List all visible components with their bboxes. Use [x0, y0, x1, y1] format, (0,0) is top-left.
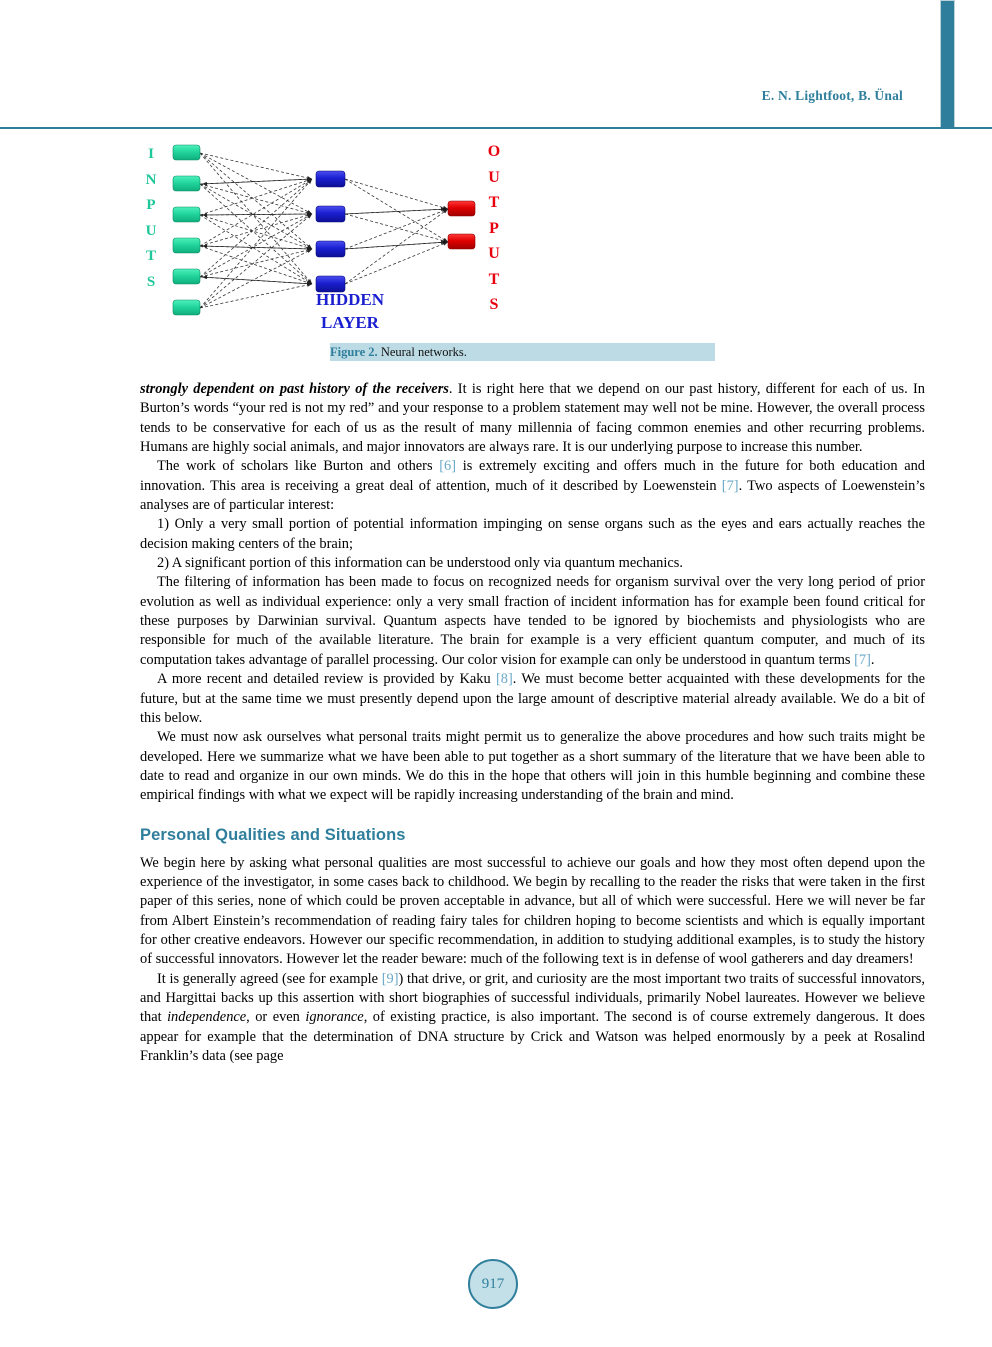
- figure-caption-text: Neural networks.: [377, 345, 467, 359]
- paragraph-1-lead: strongly dependent on past history of the receivers: [140, 381, 449, 397]
- figure-caption-label: Figure 2.: [330, 345, 378, 359]
- paragraph-3-a: The filtering of information has been made to focus on recognized needs for organism survival over the very long period of prior evolution as well as individual experience: only a very small fraction of incident information has for example been found critical for these purposes by Darwinian survival. Quantum aspects have tended to be ignored by biochemists and physiologists who are responsible for much of the available literature. The brain for example is a very efficient quantum computer, and much of its computation takes advantage of parallel processing. Our color vision for example can only be understood in quantum terms: [140, 574, 925, 668]
- section-heading-personal-qualities: Personal Qualities and Situations: [140, 825, 406, 844]
- hidden-layer-line1: HIDDEN: [315, 290, 384, 309]
- paragraph-1-rest: . It is right here that we depend on our past history, different for each of us. In Burton’s words “your red is not my red” and your response to a problem statement may well not be mine. However, the overall process tends to be conservative for each of us as the result of many millennia of facing common enemies and other recurring problems. Humans are highly social animals, and major innovators are always rare. It is our underlying purpose to increase this number.: [140, 381, 925, 456]
- outputs-label: O U T P U T S: [482, 139, 506, 318]
- emphasis-ignorance: ignorance: [305, 1009, 364, 1026]
- figure-2: [140, 136, 855, 341]
- emphasis-independence: independence: [167, 1009, 247, 1026]
- figure-caption: [330, 343, 715, 361]
- input-nodes: [173, 145, 200, 315]
- citation-8[interactable]: [8]: [495, 671, 513, 688]
- paragraph-7-c: , or even: [246, 1009, 306, 1026]
- hidden-nodes: [316, 171, 345, 292]
- page-number-badge: 917: [468, 1259, 518, 1309]
- inputs-label-text: I: [148, 146, 154, 162]
- citation-9[interactable]: [9]: [381, 970, 399, 987]
- paragraph-5: We must now ask ourselves what personal traits might permit us to generalize the above procedures and how such traits might be developed. Here we summarize what we have been able to put together as a short summary of the literature that we have been able to date to read and organize in our own minds. We do this in the hope that others will join in this humble beginning and combine these empirical findings with what we expect will be rapidly increasing understanding of the brain and mind.: [140, 729, 925, 804]
- paragraph-4-b: . We must become better acquainted with these developments for the future, but at the same time we must presently depend upon the large amount of descriptive material already available. We do a bit of this below.: [140, 671, 925, 726]
- citation-7b[interactable]: [7]: [854, 651, 871, 668]
- paragraph-6: We begin here by asking what personal qualities are most successful to achieve our goals and how they most often depend upon the experience of the investigator, in some cases back to childhood. We begin by recalling to the reader the risks that were taken in the first paper of this series, none of which could be proven acceptable in advance, but all of which were successful. Here we will never be far from Albert Einstein’s recommendation of reading fairy tales for children hoping to become scientists and which is equally important for other creative endeavors. However our specific recommendation, in addition to studying additional examples, is to study the history of successful innovators. However let the reader beware: much of the following text is in defense of wool gatherers and day dreamers!: [140, 854, 925, 968]
- header-decorative-bar: [940, 0, 955, 128]
- paragraph-7: [140, 970, 925, 1067]
- paragraph-2-b: is extremely exciting and offers much in the future for both education and innovation. This area is receiving a great deal of attention, much of it described by Loewenstein: [140, 458, 926, 494]
- paragraph-3-b: .: [870, 651, 875, 668]
- paragraph-1: [140, 380, 925, 457]
- neural-network-diagram: [140, 136, 855, 341]
- paragraph-3: [140, 573, 925, 670]
- article-body: [140, 380, 925, 1066]
- hidden-layer-line2: LAYER: [321, 313, 379, 332]
- hidden-layer-label: [280, 288, 420, 334]
- output-nodes: [448, 201, 475, 249]
- paragraph-2-a: The work of scholars like Burton and others: [157, 458, 440, 475]
- inputs-label: I N P U T S: [140, 142, 162, 295]
- outputs-label-text: O: [487, 143, 501, 160]
- citation-6[interactable]: [6]: [439, 458, 457, 475]
- paragraph-7-a: It is generally agreed (see for example: [157, 970, 382, 987]
- list-item-2: 2) A significant portion of this information can be understood only via quantum mechanics.: [157, 555, 683, 572]
- header-rule: [0, 127, 992, 129]
- paragraph-7-d: , of existing practice, is also important. The second is of course extremely dangerous. It does appear for example that the determination of DNA structure by Crick and Watson was helped enormously by a peek at Rosalind Franklin’s data (see page: [140, 1009, 925, 1064]
- citation-7[interactable]: [7]: [721, 477, 739, 494]
- paragraph-4: [140, 670, 925, 728]
- paragraph-7-b: ) that drive, or grit, and curiosity are the most important two traits of successful innovators, and Hargittai backs up this assertion with short biographies of successful individuals, primarily Nobel laureates. However we believe that: [140, 970, 925, 1026]
- paragraph-2-c: . Two aspects of Loewenstein’s analyses are of particular interest:: [140, 477, 925, 514]
- list-item-1: 1) Only a very small portion of potential information impinging on sense organs such as the eyes and ears actually reaches the decision making centers of the brain;: [140, 516, 925, 552]
- paragraph-4-a: A more recent and detailed review is provided by Kaku: [157, 671, 496, 688]
- paragraph-2: [140, 457, 925, 515]
- running-head: E. N. Lightfoot, B. Ünal: [761, 88, 903, 103]
